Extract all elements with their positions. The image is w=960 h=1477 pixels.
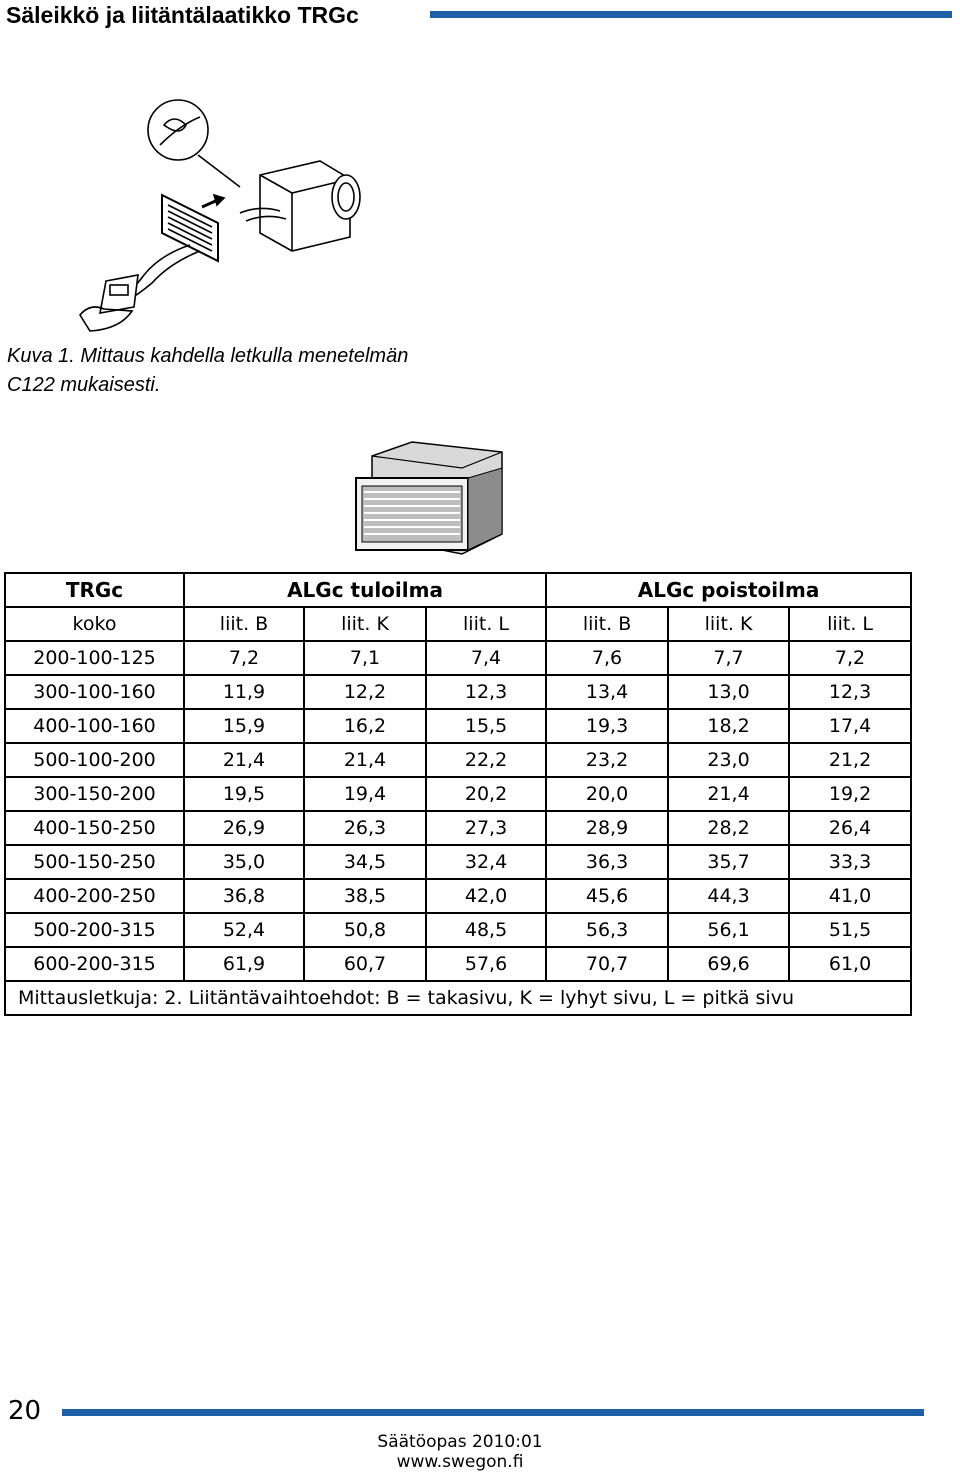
size-cell: 200-100-125	[5, 641, 184, 675]
value-cell: 28,2	[668, 811, 789, 845]
measurement-illustration	[60, 95, 380, 335]
value-cell: 19,4	[304, 777, 426, 811]
size-cell: 400-200-250	[5, 879, 184, 913]
table-row	[5, 743, 911, 777]
table-group-header	[5, 573, 911, 607]
value-cell: 33,3	[789, 845, 911, 879]
value-cell: 44,3	[668, 879, 789, 913]
value-cell: 32,4	[426, 845, 546, 879]
header-exhaust: ALGc poistoilma	[546, 573, 911, 607]
value-cell: 35,0	[184, 845, 304, 879]
value-cell: 48,5	[426, 913, 546, 947]
value-cell: 11,9	[184, 675, 304, 709]
value-cell: 16,2	[304, 709, 426, 743]
subheader-cell: liit. L	[426, 607, 546, 641]
size-cell: 300-150-200	[5, 777, 184, 811]
table-note-row	[5, 981, 911, 1015]
size-cell: 300-100-160	[5, 675, 184, 709]
footer	[350, 1432, 570, 1472]
value-cell: 38,5	[304, 879, 426, 913]
size-cell: 500-200-315	[5, 913, 184, 947]
value-cell: 19,2	[789, 777, 911, 811]
value-cell: 13,0	[668, 675, 789, 709]
value-cell: 70,7	[546, 947, 668, 981]
subheader-cell: liit. K	[304, 607, 426, 641]
table-row	[5, 845, 911, 879]
value-cell: 42,0	[426, 879, 546, 913]
subheader-cell: liit. K	[668, 607, 789, 641]
table-row	[5, 641, 911, 675]
value-cell: 35,7	[668, 845, 789, 879]
value-cell: 36,3	[546, 845, 668, 879]
value-cell: 12,3	[789, 675, 911, 709]
size-cell: 500-100-200	[5, 743, 184, 777]
value-cell: 7,6	[546, 641, 668, 675]
page-number: 20	[8, 1396, 42, 1426]
value-cell: 7,7	[668, 641, 789, 675]
table-row	[5, 947, 911, 981]
website: www.swegon.fi	[396, 1452, 524, 1472]
value-cell: 15,5	[426, 709, 546, 743]
subheader-cell: liit. B	[546, 607, 668, 641]
table-row	[5, 777, 911, 811]
caption-line-1: Kuva 1. Mittaus kahdella letkulla menetelmän	[7, 345, 409, 367]
value-cell: 45,6	[546, 879, 668, 913]
pressure-table	[4, 572, 912, 1016]
header-trgc: TRGc	[5, 573, 184, 607]
value-cell: 23,0	[668, 743, 789, 777]
value-cell: 21,4	[304, 743, 426, 777]
value-cell: 7,2	[789, 641, 911, 675]
value-cell: 28,9	[546, 811, 668, 845]
size-cell: 600-200-315	[5, 947, 184, 981]
figure-caption	[7, 342, 408, 400]
size-cell: 400-100-160	[5, 709, 184, 743]
subheader-cell: koko	[5, 607, 184, 641]
value-cell: 19,5	[184, 777, 304, 811]
value-cell: 21,4	[668, 777, 789, 811]
value-cell: 20,0	[546, 777, 668, 811]
value-cell: 7,2	[184, 641, 304, 675]
page-title: Säleikkö ja liitäntälaatikko TRGc	[6, 2, 359, 28]
value-cell: 36,8	[184, 879, 304, 913]
subheader-cell: liit. L	[789, 607, 911, 641]
value-cell: 27,3	[426, 811, 546, 845]
value-cell: 7,1	[304, 641, 426, 675]
value-cell: 34,5	[304, 845, 426, 879]
value-cell: 56,3	[546, 913, 668, 947]
value-cell: 50,8	[304, 913, 426, 947]
value-cell: 26,4	[789, 811, 911, 845]
value-cell: 12,3	[426, 675, 546, 709]
footer-rule	[62, 1409, 924, 1416]
value-cell: 41,0	[789, 879, 911, 913]
value-cell: 19,3	[546, 709, 668, 743]
value-cell: 15,9	[184, 709, 304, 743]
value-cell: 20,2	[426, 777, 546, 811]
table-row	[5, 811, 911, 845]
value-cell: 17,4	[789, 709, 911, 743]
value-cell: 13,4	[546, 675, 668, 709]
table-note: Mittausletkuja: 2. Liitäntävaihtoehdot: B = takasivu, K = lyhyt sivu, L = pitkä sivu	[5, 981, 911, 1015]
value-cell: 52,4	[184, 913, 304, 947]
value-cell: 61,0	[789, 947, 911, 981]
value-cell: 21,2	[789, 743, 911, 777]
value-cell: 26,9	[184, 811, 304, 845]
product-illustration	[352, 438, 508, 562]
table-body	[5, 641, 911, 981]
table-subheader	[5, 607, 911, 641]
value-cell: 21,4	[184, 743, 304, 777]
value-cell: 18,2	[668, 709, 789, 743]
header-supply: ALGc tuloilma	[184, 573, 546, 607]
size-cell: 400-150-250	[5, 811, 184, 845]
table-row	[5, 675, 911, 709]
value-cell: 56,1	[668, 913, 789, 947]
table-row	[5, 913, 911, 947]
value-cell: 12,2	[304, 675, 426, 709]
title-rule	[430, 11, 952, 18]
table-row	[5, 709, 911, 743]
value-cell: 7,4	[426, 641, 546, 675]
value-cell: 22,2	[426, 743, 546, 777]
value-cell: 60,7	[304, 947, 426, 981]
value-cell: 26,3	[304, 811, 426, 845]
value-cell: 61,9	[184, 947, 304, 981]
publication-name: Säätöopas 2010:01	[377, 1432, 543, 1452]
size-cell: 500-150-250	[5, 845, 184, 879]
value-cell: 69,6	[668, 947, 789, 981]
table-row	[5, 879, 911, 913]
caption-line-2: C122 mukaisesti.	[7, 374, 161, 396]
value-cell: 57,6	[426, 947, 546, 981]
value-cell: 23,2	[546, 743, 668, 777]
subheader-cell: liit. B	[184, 607, 304, 641]
value-cell: 51,5	[789, 913, 911, 947]
